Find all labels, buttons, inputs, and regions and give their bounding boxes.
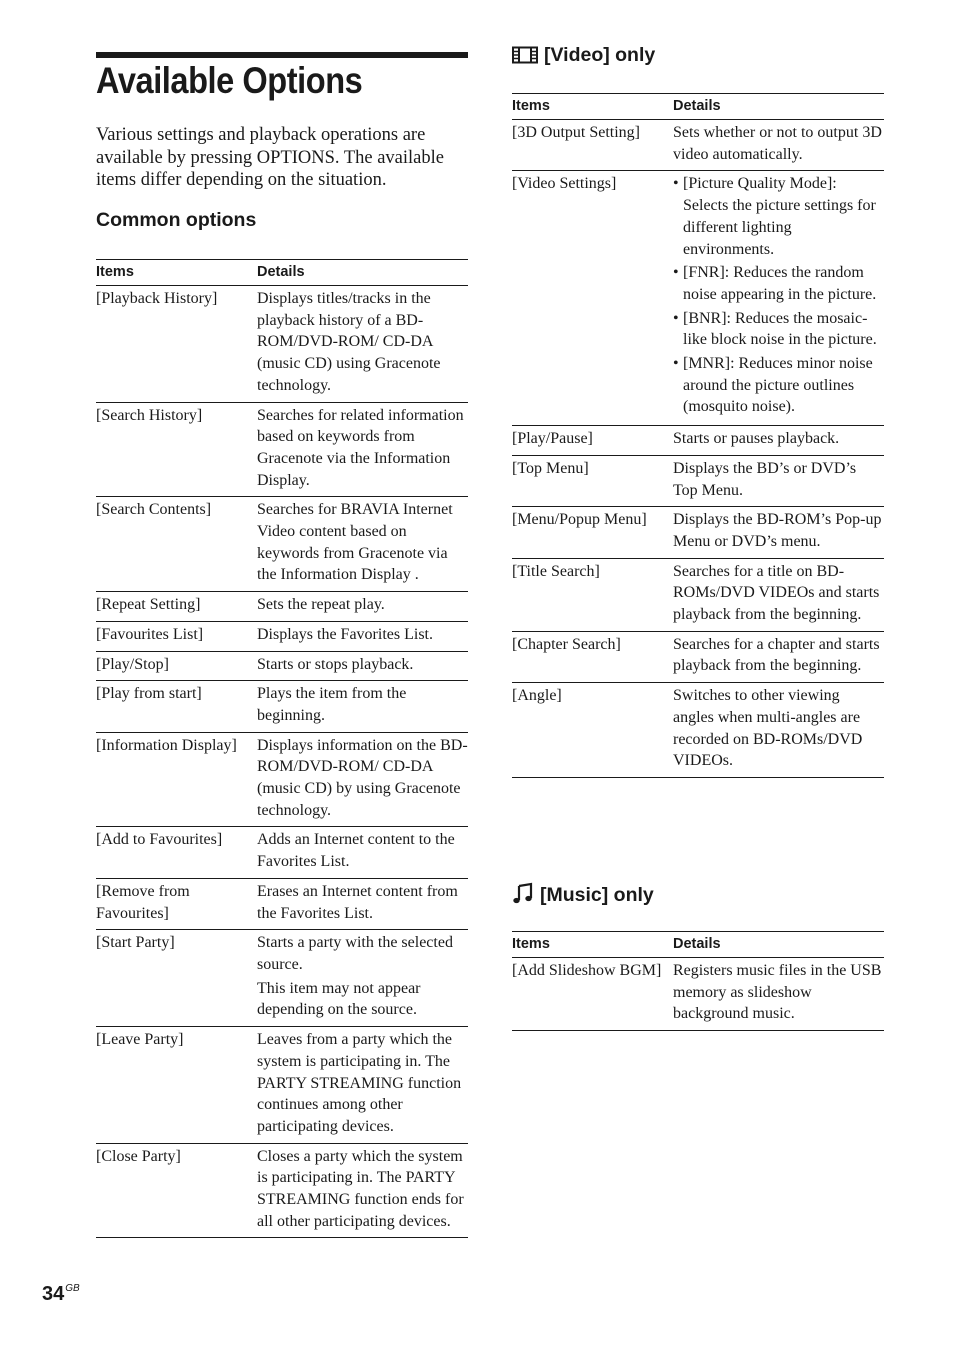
table-row bbox=[96, 681, 468, 732]
item-cell: [Start Party] bbox=[96, 930, 257, 1027]
column-header-details: Details bbox=[673, 932, 884, 958]
details-cell bbox=[673, 455, 884, 506]
details-text: Displays the BD’s or DVD’s Top Menu. bbox=[673, 459, 857, 499]
video-only-heading bbox=[512, 44, 655, 67]
details-text: Leaves from a party which the system is participating in. The PARTY STREAMING function continues among other participating devices. bbox=[257, 1031, 462, 1135]
details-text: Displays information on the BD-ROM/DVD-ROM/ CD-DA (music CD) by using Gracenote technology. bbox=[257, 736, 468, 819]
film-icon bbox=[512, 46, 538, 64]
item-cell: [Play/Stop] bbox=[96, 651, 257, 681]
column-header-details: Details bbox=[673, 94, 884, 120]
details-text: Sets whether or not to output 3D video automatically. bbox=[673, 124, 882, 163]
details-cell bbox=[257, 621, 468, 651]
details-cell bbox=[257, 732, 468, 827]
table-row bbox=[512, 455, 884, 506]
table-row bbox=[512, 683, 884, 778]
details-cell bbox=[257, 497, 468, 592]
details-text: Displays titles/tracks in the playback history of a BD-ROM/DVD-ROM/ CD-DA (music CD) using Gracenote technology. bbox=[257, 290, 441, 394]
details-text: Erases an Internet content from the Favorites List. bbox=[257, 882, 458, 922]
music-note-icon bbox=[512, 882, 534, 904]
details-cell bbox=[673, 558, 884, 631]
details-text: Starts or pauses playback. bbox=[673, 430, 840, 448]
details-text: Sets the repeat play. bbox=[257, 596, 385, 614]
details-text: Searches for a title on BD-ROMs/DVD VIDEOs and starts playback from the beginning. bbox=[673, 562, 880, 624]
column-header-items: Items bbox=[512, 94, 673, 120]
details-text: Starts or stops playback. bbox=[257, 655, 414, 673]
table-row bbox=[96, 402, 468, 497]
details-cell bbox=[257, 1027, 468, 1144]
details-bullet-list bbox=[673, 173, 884, 418]
common-options-heading: Common options bbox=[96, 209, 257, 231]
table-row bbox=[512, 631, 884, 682]
table-row bbox=[96, 286, 468, 403]
table-row bbox=[96, 592, 468, 622]
details-cell bbox=[257, 402, 468, 497]
item-cell: [Title Search] bbox=[512, 558, 673, 631]
details-cell bbox=[257, 827, 468, 878]
item-cell: [Leave Party] bbox=[96, 1027, 257, 1144]
title-rule bbox=[96, 52, 468, 58]
details-cell bbox=[257, 878, 468, 929]
details-cell bbox=[257, 651, 468, 681]
item-cell: [Add Slideshow BGM] bbox=[512, 958, 673, 1031]
page-number bbox=[42, 1283, 80, 1306]
item-cell: [Information Display] bbox=[96, 732, 257, 827]
item-cell: [Play/Pause] bbox=[512, 426, 673, 456]
table-row bbox=[512, 426, 884, 456]
details-cell bbox=[673, 631, 884, 682]
details-cell bbox=[257, 930, 468, 1027]
details-cell bbox=[673, 171, 884, 426]
table-row bbox=[96, 878, 468, 929]
video-heading-text: [Video] only bbox=[544, 44, 656, 66]
column-header-details: Details bbox=[257, 260, 468, 286]
details-cell bbox=[673, 507, 884, 558]
column-header-items: Items bbox=[96, 260, 257, 286]
details-bullet-item: • [BNR]: Reduces the mosaic-like block noise in the picture. bbox=[673, 308, 884, 351]
details-bullet-item: • [FNR]: Reduces the random noise appearing in the picture. bbox=[673, 262, 884, 305]
column-header-items: Items bbox=[512, 932, 673, 958]
table-row bbox=[96, 732, 468, 827]
item-cell: [Angle] bbox=[512, 683, 673, 778]
music-only-heading bbox=[512, 882, 654, 907]
details-text: Registers music files in the USB memory as slideshow background music. bbox=[673, 962, 882, 1023]
details-cell bbox=[673, 120, 884, 171]
details-cell bbox=[257, 1143, 468, 1238]
video-options-table bbox=[512, 93, 884, 778]
item-cell: [Repeat Setting] bbox=[96, 592, 257, 622]
music-options-table bbox=[512, 931, 884, 1031]
details-cell bbox=[257, 592, 468, 622]
details-text: Starts a party with the selected source. bbox=[257, 934, 453, 973]
details-text: Closes a party which the system is participating in. The PARTY STREAMING function ends for all other participating devices. bbox=[257, 1147, 464, 1230]
table-row bbox=[96, 651, 468, 681]
item-cell: [Search History] bbox=[96, 402, 257, 497]
item-cell: [Add to Favourites] bbox=[96, 827, 257, 878]
item-cell: [Top Menu] bbox=[512, 455, 673, 506]
table-row bbox=[512, 507, 884, 558]
details-cell bbox=[257, 286, 468, 403]
details-text: Switches to other viewing angles when multi-angles are recorded on BD-ROMs/DVD VIDEOs. bbox=[673, 687, 863, 770]
details-note: This item may not appear depending on the source. bbox=[257, 979, 421, 1019]
item-cell: [Video Settings] bbox=[512, 171, 673, 426]
details-text: Searches for a chapter and starts playback from the beginning. bbox=[673, 635, 880, 675]
details-text: Searches for related information based on keywords from Gracenote via the Information Display. bbox=[257, 406, 464, 489]
item-cell: [Playback History] bbox=[96, 286, 257, 403]
details-cell bbox=[673, 958, 884, 1031]
details-text: Displays the Favorites List. bbox=[257, 625, 433, 643]
details-cell bbox=[257, 681, 468, 732]
details-text: Displays the BD-ROM’s Pop-up Menu or DVD’s menu. bbox=[673, 511, 882, 550]
item-cell: [Close Party] bbox=[96, 1143, 257, 1238]
music-heading-text: [Music] only bbox=[540, 884, 654, 906]
table-row bbox=[96, 827, 468, 878]
page-number-value: 34 bbox=[42, 1283, 65, 1305]
table-row bbox=[512, 958, 884, 1031]
table-header-row bbox=[96, 260, 468, 286]
common-options-table bbox=[96, 259, 468, 1238]
item-cell: [Menu/Popup Menu] bbox=[512, 507, 673, 558]
table-row bbox=[512, 558, 884, 631]
item-cell: [3D Output Setting] bbox=[512, 120, 673, 171]
details-bullet-item: • [Picture Quality Mode]: Selects the picture settings for different lighting environments. bbox=[673, 173, 884, 260]
details-text: Adds an Internet content to the Favorites List. bbox=[257, 831, 455, 871]
table-header-row bbox=[512, 932, 884, 958]
table-row bbox=[96, 930, 468, 1027]
table-row bbox=[96, 1027, 468, 1144]
table-row bbox=[512, 171, 884, 426]
details-cell bbox=[673, 426, 884, 456]
item-cell: [Remove from Favourites] bbox=[96, 878, 257, 929]
item-cell: [Chapter Search] bbox=[512, 631, 673, 682]
table-header-row bbox=[512, 94, 884, 120]
details-text: Plays the item from the beginning. bbox=[257, 685, 407, 724]
intro-paragraph: Various settings and playback operations are available by pressing OPTIONS. The available items differ depending on the situation. bbox=[96, 125, 444, 190]
table-row bbox=[96, 621, 468, 651]
table-row bbox=[96, 497, 468, 592]
item-cell: [Favourites List] bbox=[96, 621, 257, 651]
details-bullet-item: • [MNR]: Reduces minor noise around the picture outlines (mosquito noise). bbox=[673, 353, 884, 418]
item-cell: [Play from start] bbox=[96, 681, 257, 732]
page-number-suffix: GB bbox=[65, 1283, 80, 1294]
details-text: Searches for BRAVIA Internet Video content based on keywords from Gracenote via the Information Display . bbox=[257, 501, 453, 584]
table-row bbox=[512, 120, 884, 171]
page-title: Available Options bbox=[96, 60, 363, 101]
details-cell bbox=[673, 683, 884, 778]
item-cell: [Search Contents] bbox=[96, 497, 257, 592]
table-row bbox=[96, 1143, 468, 1238]
